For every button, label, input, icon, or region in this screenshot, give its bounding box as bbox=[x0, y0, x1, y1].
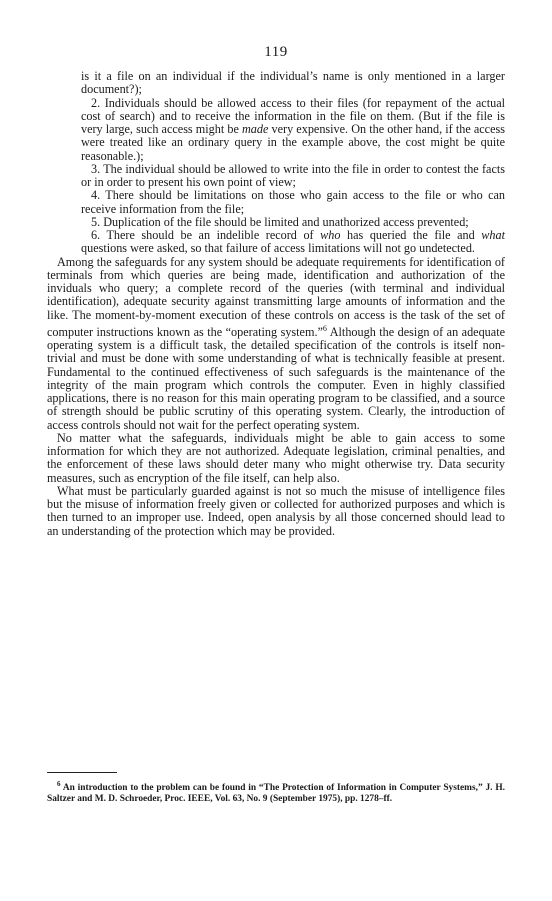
main-text bbox=[47, 70, 505, 538]
list-item-text: 2. Individuals should be allowed access to their files (for repayment of the actual cost of search) and to receive the information in the file on them. (But if the file is very large, such access might be bbox=[81, 95, 505, 136]
list-continuation: is it a file on an individual if the individual’s name is only mentioned in a larger document?); bbox=[81, 69, 505, 97]
list-item-text: very expensive. On the other hand, if the access were treated like an ordinary query in the example above, the cost might be quite reasonable.); bbox=[81, 122, 505, 163]
paragraph bbox=[47, 256, 505, 432]
list-item-text: 3. The individual should be allowed to write into the file in order to contest the facts or in order to present his own point of view; bbox=[81, 161, 505, 189]
list-item-text: has queried the file and bbox=[340, 228, 482, 242]
paragraph: No matter what the safeguards, individuals might be able to gain access to some information for which they are not authorized. Adequate legislation, criminal penalties, and the enforcement of these laws should deter many who might otherwise try. Data security measures, such as encryption of the file itself, can help also. bbox=[47, 430, 505, 485]
footnote bbox=[47, 779, 505, 805]
list-item-emphasis: who bbox=[320, 228, 341, 242]
list-item bbox=[81, 216, 505, 229]
footnote-marker: 6 bbox=[57, 780, 61, 788]
list-item-emphasis: what bbox=[481, 228, 505, 242]
list-item-text: 5. Duplication of the file should be limited and unathorized access prevented; bbox=[91, 214, 469, 229]
paragraph-text: Among the safeguards for any system should be adequate requirements for identification of terminals from which queries are being made, identification and authorization of the inviduals who query; a complete record of the queries (with terminal and individual identification), adequate security against transmitting large amounts of information and the like. The moment-by-moment execution of these controls on access is the task of the set of computer instructions known as the “operating system.” bbox=[47, 254, 505, 339]
list-item bbox=[81, 229, 505, 256]
list-item-text: 4. There should be limitations on those who gain access to the file or who can receive information from the file; bbox=[81, 188, 505, 216]
list-item-text: questions were asked, so that failure of access limitations will not go undetected. bbox=[81, 241, 475, 256]
list-item bbox=[81, 97, 505, 163]
list-item bbox=[81, 163, 505, 190]
footnote-ref[interactable]: 6 bbox=[322, 323, 327, 333]
list-item-emphasis: made bbox=[242, 122, 269, 136]
footnote-divider bbox=[47, 772, 117, 773]
list-item bbox=[81, 189, 505, 216]
page-number: 119 bbox=[264, 44, 288, 60]
recommendations-list bbox=[47, 70, 505, 256]
list-item-text: 6. There should be an indelible record of bbox=[91, 228, 321, 242]
paragraph: What must be particularly guarded against is not so much the misuse of intelligence files but the misuse of information freely given or collected for authorized purposes and which is then turned to an improper use. Indeed, open analysis by all those concerned should lead to an understanding of the protection which may be provided. bbox=[47, 483, 505, 538]
paragraph-text: Although the design of an adequate operating system is a difficult task, the detailed specification of the controls is itself non-trivial and must be done with some understanding of what is technically feasible at present. Fundamental to the continued effectiveness of such safeguards is the maintenance of the integrity of the main program which controls the computer. Even in highly classified applications, there is no reason for this main operating program to be classified, and a source of strength should be public scrutiny of this operating system. Clearly, the introduction of access controls should not wait for the perfect operating system. bbox=[47, 324, 505, 432]
footnote-text: An introduction to the problem can be found in “The Protection of Information in Computer Systems,” J. H. Saltzer and M. D. Schroeder, Proc. IEEE, Vol. 63, No. 9 (September 1975), pp. 1278–ff. bbox=[47, 783, 505, 805]
